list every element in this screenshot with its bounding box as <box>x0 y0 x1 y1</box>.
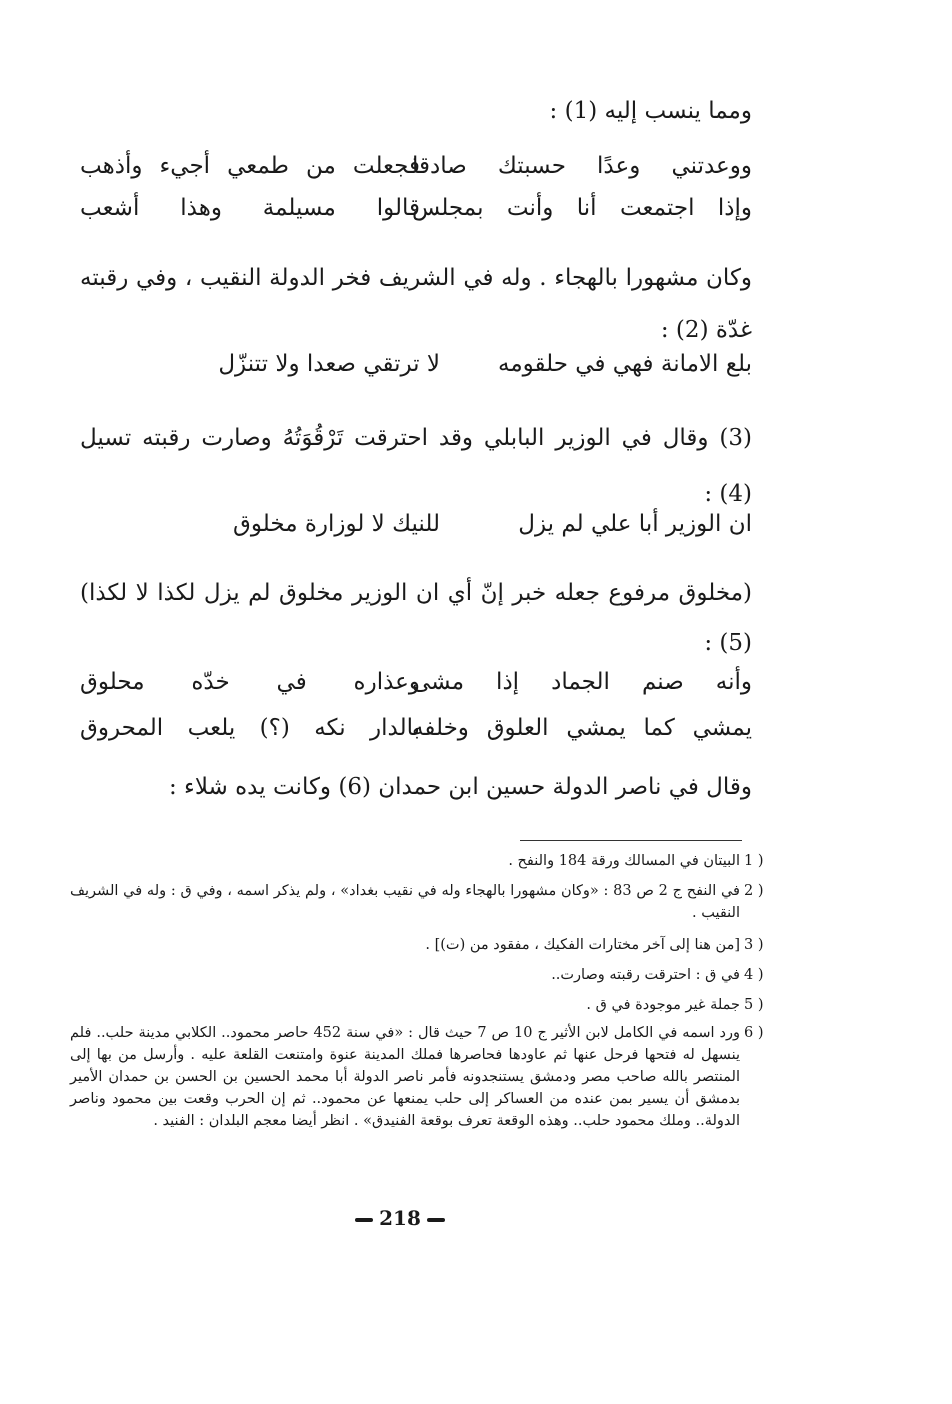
footnote-2-number: 2 ) <box>744 883 764 899</box>
verse-1-first-hemistich: ووعدتني وعدًا حسبتك صادقا <box>412 153 752 179</box>
footnote-6-number: 6 ) <box>744 1025 764 1041</box>
footnote-3-number: 3 ) <box>744 937 764 953</box>
footnote-3 <box>70 934 764 956</box>
verse-1-second-hemistich: فجعلت من طمعي أجيء وأذهب <box>80 153 420 179</box>
page-number-ornament-left <box>355 1218 373 1222</box>
footnote-3-text: [من هنا إلى آخر مختارات الفكيك ، مفقود من (ت)] . <box>425 937 740 953</box>
verse-1 <box>80 148 752 184</box>
footnote-1-text: البيتان في المسالك ورقة 184 والنفح . <box>508 853 740 869</box>
footnote-5 <box>70 994 764 1016</box>
verse-3-second-hemistich: لا ترتقي صعدا ولا تتنزّل <box>218 351 440 377</box>
page-number-value: 218 <box>379 1206 421 1230</box>
verse-3-first-hemistich: بلع الامانة فهي في حلقومه <box>498 351 752 377</box>
footnote-2 <box>70 880 764 924</box>
verse-2-second-hemistich: قالوا مسيلمة وهذا أشعب <box>80 195 420 221</box>
footnote-1 <box>70 850 764 872</box>
footnote-4-text: في ق : احترقت رقبته وصارت.. <box>551 967 740 983</box>
intro-line-1: ومما ينسب إليه (1) : <box>549 98 752 124</box>
verse-6-first-hemistich: يمشي كما يمشي العلوق وخلفه <box>412 715 752 741</box>
verse-5-second-hemistich: وعذاره في خدّه محلوق <box>80 669 420 695</box>
footnote-5-number: 5 ) <box>744 997 764 1013</box>
verse-4-second-hemistich: للنيك لا لوزارة مخلوق <box>233 511 440 537</box>
paragraph-2: وكان مشهورا بالهجاء . وله في الشريف فخر الدولة النقيب ، وفي رقبته غدّة (2) : <box>80 265 752 343</box>
footnote-6 <box>70 1022 764 1132</box>
paragraph-5: وقال في ناصر الدولة حسين ابن حمدان (6) وكانت يده شلاء : <box>168 774 752 800</box>
verse-5-first-hemistich: وأنه صنم الجماد إذا مشى <box>412 669 752 695</box>
footnote-6-text: ورد اسمه في الكامل لابن الأثير ج 10 ص 7 حيث قال : «في سنة 452 حاصر محمود.. الكلابي مدينة حلب.. فلم ينسهل له فتحها فرحل عنها ثم عاودها فحاصرها فملك المدينة عنوة وامتنعت القلعة عليه . وأرسل من بها إلى المنتصر بالله صاحب مصر ودمشق يستنجدونه فأمر ناصر الدولة أبا محمد الحسين بن الحسن بن حمدان الأمير بدمشق أن يسير بمن عنده من العساكر إلى حلب يمنعها عن محمود.. ثم إن الحرب وقعت بين محمود وناصر الدولة.. وملك محمود حلب.. وهذه الوقعة تعرف بوقعة الفنيدق» . انظر أيضا معجم البلدان : الفنيد . <box>70 1025 740 1129</box>
verse-2 <box>80 190 752 226</box>
paragraph-3: (3) وقال في الوزير البابلي وقد احترقت تَرْقُوَتُهُ وصارت رقبته تسيل (4) : <box>80 425 752 507</box>
paragraph-4: (مخلوق مرفوع جعله خبر إنّ أي ان الوزير مخلوق لم يزل لكذا لا لكذا) (5) : <box>80 580 752 656</box>
verse-3 <box>80 346 752 382</box>
footnote-4 <box>70 964 764 986</box>
page-number <box>340 1206 460 1230</box>
footnote-4-number: 4 ) <box>744 967 764 983</box>
page-number-ornament-right <box>427 1218 445 1222</box>
footnote-separator <box>520 840 742 841</box>
footnote-1-number: 1 ) <box>744 853 764 869</box>
verse-6 <box>80 710 752 746</box>
footnote-2-text: في النفح ج 2 ص 83 : «وكان مشهورا بالهجاء وله في نقيب بغداد» ، ولم يذكر اسمه ، وفي ق : وله في الشريف النقيب . <box>70 883 740 921</box>
verse-2-first-hemistich: وإذا اجتمعت أنا وأنت بمجلس <box>412 195 752 221</box>
verse-4-first-hemistich: ان الوزير أبا علي لم يزل <box>518 511 752 537</box>
verse-4 <box>80 506 752 542</box>
verse-6-second-hemistich: بالدار نكه (؟) يلعب المحروق <box>80 715 420 741</box>
footnote-5-text: جملة غير موجودة في ق . <box>586 997 740 1013</box>
verse-5 <box>80 664 752 700</box>
